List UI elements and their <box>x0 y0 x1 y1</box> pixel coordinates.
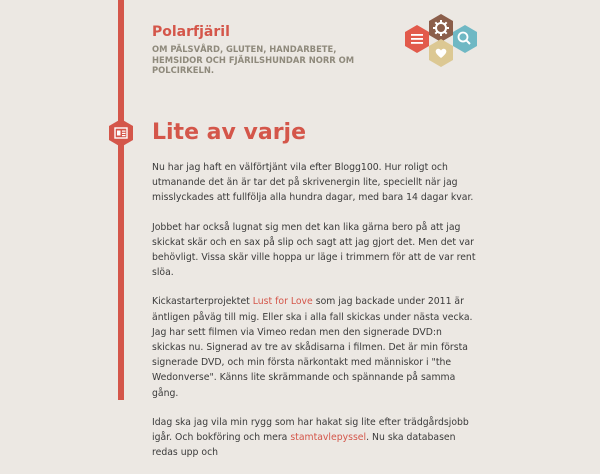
timeline-rail <box>118 0 124 400</box>
paragraph-3-text-end: som jag backade under 2011 är äntligen påväg till mig. Eller ska i alla fall skickas under nästa vecka. Jag har sett filmen via Vimeo redan men den signerade DVD:n skickas nu. Signerad av tre av skådisarna i filmen. Det är min första signerade DVD, och min första närkontakt med människor i "the Wedonverse". Känns lite skrämmande och spännande på samma gång. <box>152 296 473 399</box>
gear-icon[interactable] <box>429 14 453 42</box>
search-icon[interactable] <box>453 25 477 53</box>
stamtavlepyssel-link[interactable]: stamtavlepyssel <box>290 432 367 444</box>
paragraph-4-text-end: . Nu ska databasen redas upp och <box>152 432 456 459</box>
paragraph-3 <box>152 294 478 400</box>
post-title[interactable]: Lite av varje <box>152 120 306 145</box>
hex-navigation <box>396 14 492 74</box>
paragraph-2: Jobbet har också lugnat sig men det kan lika gärna bero på att jag skickat skär och en sax på slip och sagt att jag gjort det. Men det var behövligt. Vissa skär ville hoppa ur läge i trimmern för att de var rent slöa. <box>152 221 476 279</box>
paragraph-4-text-start: Idag ska jag vila min rygg som har hakat sig lite efter trädgårdsjobb igår. Och bokföring och mera <box>152 416 469 444</box>
site-tagline: OM PÄLSVÅRD, GLUTEN, HANDARBETE, HEMSIDOR OCH FJÄRILSHUNDAR NORR OM POLCIRKELN. <box>152 44 355 75</box>
post-content <box>152 160 478 474</box>
lust-for-love-link[interactable]: Lust for Love <box>252 296 313 308</box>
site-header <box>152 24 372 76</box>
paragraph-3-text-start: Kickastarterprojektet <box>152 296 253 308</box>
paragraph-4 <box>152 415 478 461</box>
document-icon <box>109 119 133 147</box>
paragraph-1: Nu har jag haft en välförtjänt vila efter Blogg100. Hur roligt och utmanande det än är tar det på skrivenergin lite, speciellt när jag misslyckades att fullfölja alla hundra dagar, med bara 14 dagar kvar. <box>152 162 474 204</box>
heart-icon[interactable] <box>429 39 453 67</box>
menu-icon[interactable] <box>405 25 429 53</box>
site-title[interactable]: Polarfjäril <box>152 24 230 40</box>
post-format-badge <box>106 118 136 148</box>
